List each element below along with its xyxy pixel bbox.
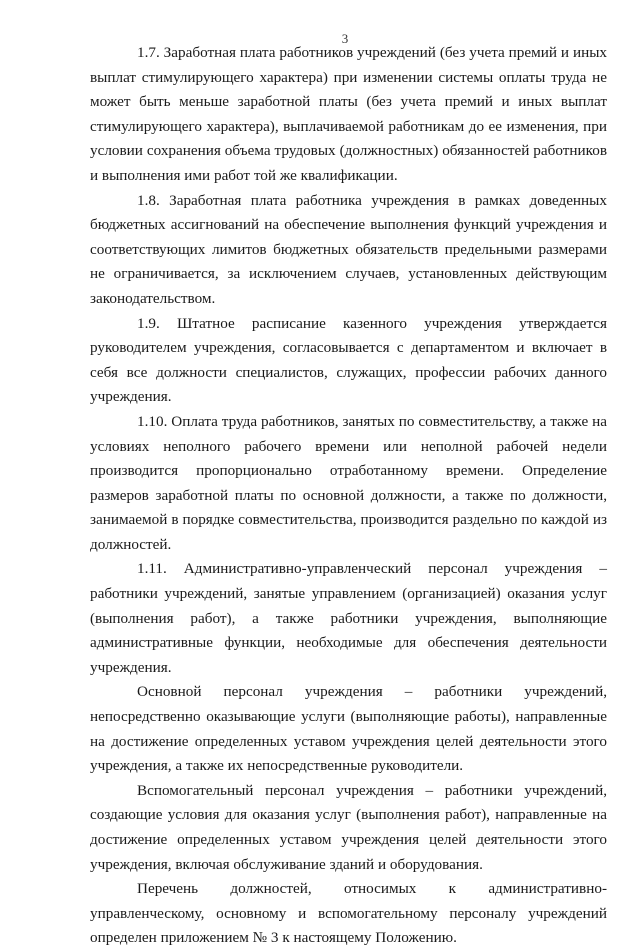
- paragraph-positions-list: Перечень должностей, относимых к административно-управленческому, основному и вспомогательному персоналу учреждений определен приложением № 3 к настоящему Положению.: [90, 880, 607, 947]
- paragraph-1-7: 1.7. Заработная плата работников учреждений (без учета премий и иных выплат стимулирующего характера) при изменении системы оплаты труда не может быть меньше заработной платы (без учета премий и иных выплат стимулирующего характера), выплачиваемой работникам до ее изменения, при условии сохранения объема трудовых (должностных) обязанностей работников и выполнения ими работ той же квалификации.: [90, 44, 607, 184]
- document-body: [90, 41, 607, 951]
- paragraph-1-11: 1.11. Административно-управленческий персонал учреждения – работники учреждений, занятые управлением (организацией) оказания услуг (выполнения работ), а также работники учреждения, выполняющие административные функции, необходимые для обеспечения деятельности учреждения.: [90, 560, 607, 676]
- paragraph-main-staff: Основной персонал учреждения – работники учреждений, непосредственно оказывающие услуги (выполняющие работы), направленные на достижение определенных уставом учреждения целей деятельности этого учреждения, а также их непосредственные руководители.: [90, 683, 607, 775]
- paragraph-auxiliary-staff: Вспомогательный персонал учреждения – работники учреждений, создающие условия для оказания услуг (выполнения работ), направленные на достижение определенных уставом учреждения целей деятельности этого учреждения, включая обслуживание зданий и оборудования.: [90, 781, 607, 873]
- page-number: 3: [341, 31, 349, 46]
- paragraph-1-9: 1.9. Штатное расписание казенного учреждения утверждается руководителем учреждения, согласовывается с департаментом и включает в себя все должности специалистов, служащих, профессии рабочих данного учреждения.: [90, 314, 607, 406]
- paragraph-1-10: 1.10. Оплата труда работников, занятых по совместительству, а также на условиях неполного рабочего времени или неполной рабочей недели производится пропорционально отработанному времени. Определение размеров заработной платы по основной должности, а также по должности, занимаемой в порядке совместительства, производится раздельно по каждой из должностей.: [90, 412, 607, 553]
- paragraph-1-8: 1.8. Заработная плата работника учреждения в рамках доведенных бюджетных ассигнований на обеспечение выполнения функций учреждения и соответствующих лимитов бюджетных обязательств предельными размерами не ограничивается, за исключением случаев, установленных действующим законодательством.: [90, 191, 607, 307]
